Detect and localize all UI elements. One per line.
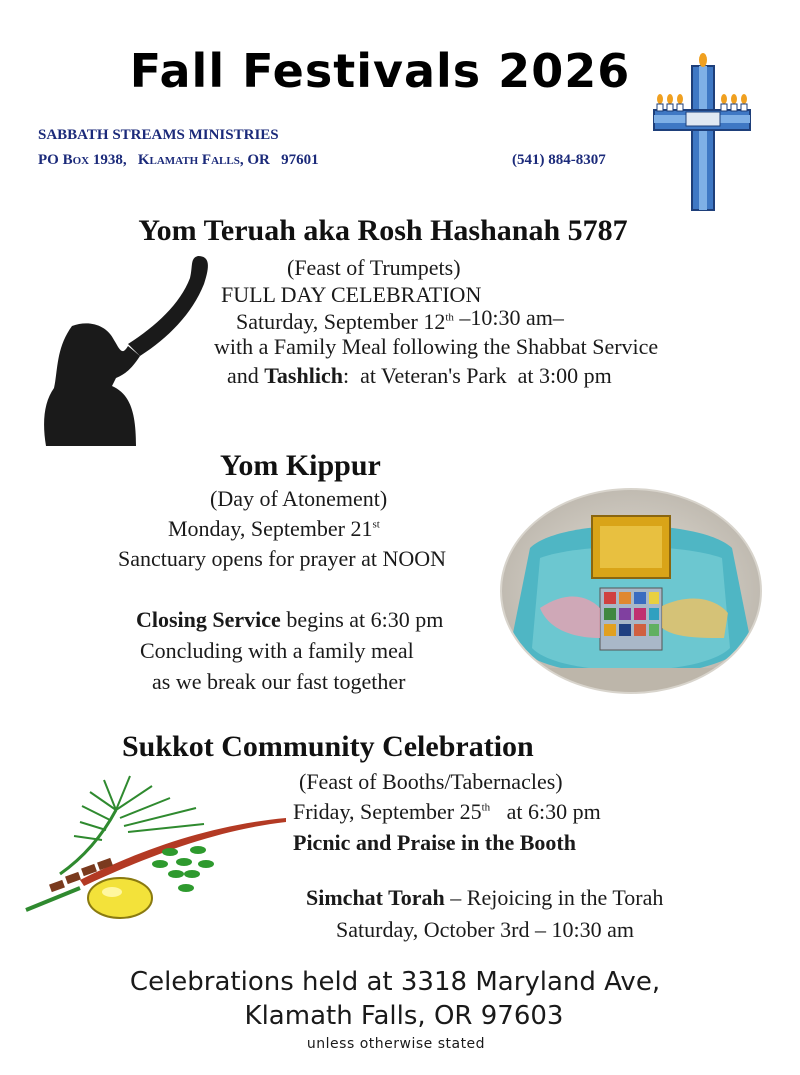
kippur-subtitle: (Day of Atonement) <box>210 486 388 511</box>
sukkot-title: Sukkot Community Celebration <box>122 730 534 763</box>
sukkot-date-suffix: th <box>481 801 491 814</box>
kippur-closing <box>136 607 443 633</box>
org-address: PO Box 1938, Klamath Falls, OR 97601 <box>38 152 319 168</box>
kippur-date-text: Monday, September 21 <box>168 516 373 541</box>
footer-address-line1: Celebrations held at 3318 Maryland Ave, <box>129 967 661 997</box>
kippur-date-suffix: st <box>372 518 380 531</box>
sukkot-subtitle: (Feast of Booths/Tabernacles) <box>299 769 563 794</box>
rosh-date-suffix: th <box>445 311 454 324</box>
kippur-break-fast: as we break our fast together <box>152 669 406 694</box>
sukkot-date <box>293 799 601 825</box>
rosh-full-day: FULL DAY CELEBRATION <box>221 282 482 307</box>
menorah-cross-icon <box>650 52 754 212</box>
sukkot-picnic: Picnic and Praise in the Booth <box>293 830 576 855</box>
rosh-subtitle: (Feast of Trumpets) <box>287 255 461 280</box>
rosh-family-meal: with a Family Meal following the Shabbat Service <box>214 334 659 359</box>
rosh-tashlich-pre: and <box>227 363 259 388</box>
rosh-time: –10:30 am– <box>459 305 564 330</box>
ark-garment-image <box>500 488 762 694</box>
kippur-closing-post: begins at 6:30 pm <box>280 607 444 632</box>
kippur-title: Yom Kippur <box>220 449 381 482</box>
sukkot-date-text: Friday, September 25 <box>293 799 482 824</box>
rosh-tashlich <box>227 363 612 389</box>
rosh-title: Yom Teruah aka Rosh Hashanah 5787 <box>138 214 628 247</box>
kippur-sanctuary: Sanctuary opens for prayer at NOON <box>118 546 447 571</box>
org-name: SABBATH STREAMS MINISTRIES <box>38 127 279 143</box>
simchat-torah-date: Saturday, October 3rd – 10:30 am <box>336 917 634 942</box>
simchat-torah-bold: Simchat Torah <box>306 885 445 910</box>
rosh-date-text: Saturday, September 12 <box>236 309 446 334</box>
four-species-icon <box>20 770 290 920</box>
page-title: Fall Festivals 2026 <box>129 44 631 98</box>
footer-note: unless otherwise stated <box>306 1036 486 1052</box>
shofar-blower-icon <box>40 252 212 448</box>
kippur-closing-bold: Closing Service <box>136 607 281 632</box>
simchat-torah-post: – Rejoicing in the Torah <box>444 885 664 910</box>
rosh-tashlich-bold: Tashlich <box>264 363 343 388</box>
rosh-tashlich-post: : at Veteran's Park at 3:00 pm <box>342 363 612 388</box>
rosh-date <box>236 305 564 335</box>
kippur-meal: Concluding with a family meal <box>140 638 414 663</box>
simchat-torah <box>306 885 663 911</box>
sukkot-time: at 6:30 pm <box>490 799 601 824</box>
kippur-date <box>168 516 380 542</box>
org-phone: (541) 884-8307 <box>512 152 606 168</box>
footer-address-line2: Klamath Falls, OR 97603 <box>244 1001 564 1031</box>
